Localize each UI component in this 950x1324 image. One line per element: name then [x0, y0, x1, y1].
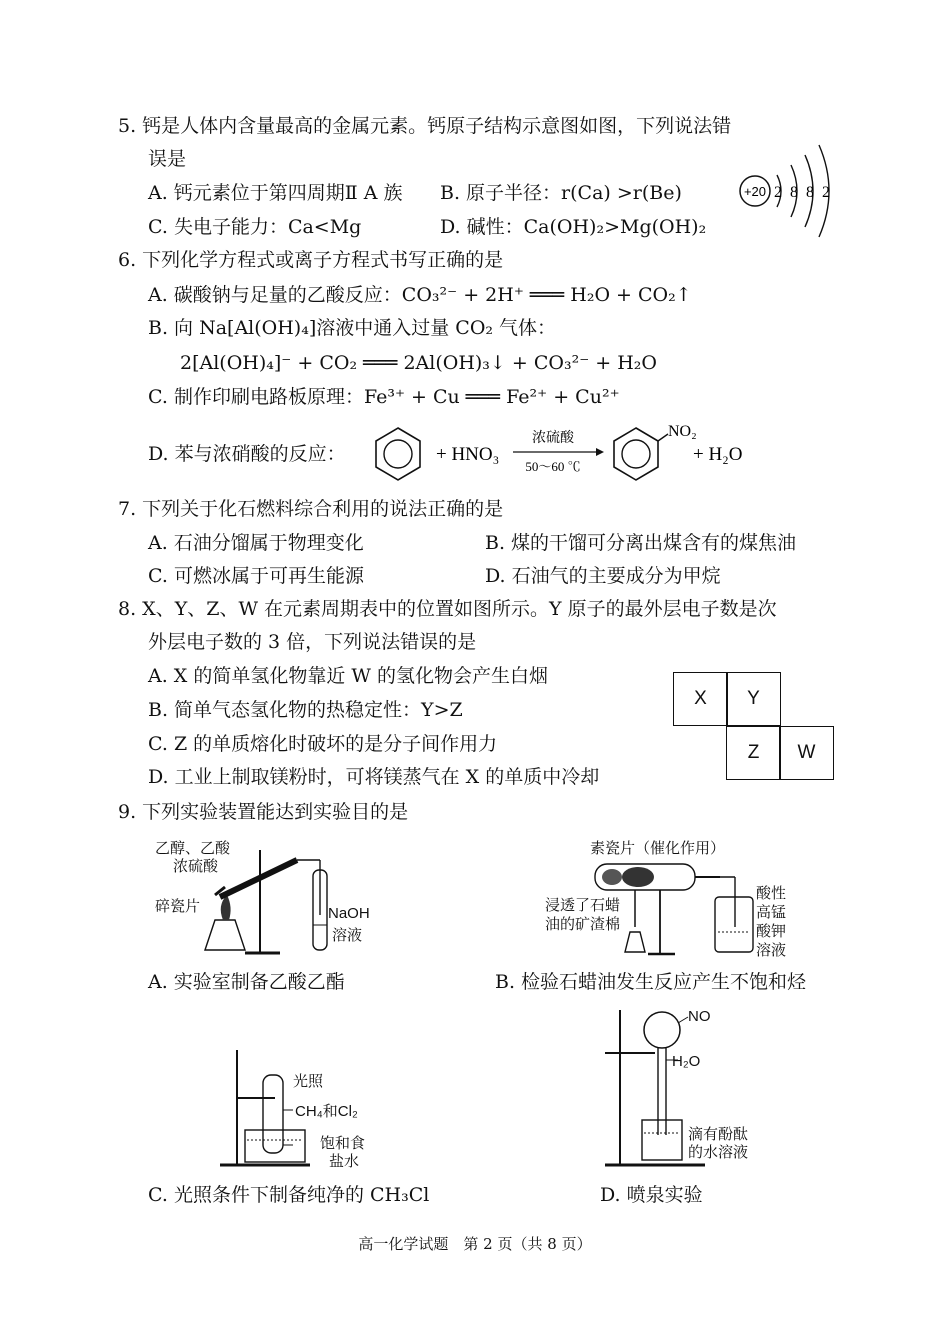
apparatus-c-label-light: 光照 [293, 1073, 324, 1090]
q6-stem: 6. 下列化学方程式或离子方程式书写正确的是 [118, 249, 504, 271]
water-product: + H₂O [693, 444, 743, 465]
q9-option-a: A. 实验室制备乙酸乙酯 [148, 971, 345, 993]
nitro-group: NO₂ [668, 423, 697, 440]
apparatus-b-label-ganate: 酸钾 [756, 923, 787, 940]
periodic-cell-x: X [673, 672, 728, 726]
apparatus-a-label-acid: 浓硫酸 [173, 858, 219, 875]
apparatus-b-label-solution: 溶液 [756, 942, 787, 959]
q5-stem-line1: 5. 钙是人体内含量最高的金属元素。钙原子结构示意图如图，下列说法错 [118, 115, 732, 137]
q9-option-c: C. 光照条件下制备纯净的 CH₃Cl [148, 1184, 430, 1206]
apparatus-a-label-reagents: 乙醇、乙酸 [155, 840, 231, 857]
apparatus-c-label-brine2: 盐水 [329, 1153, 360, 1170]
q7-option-d: D. 石油气的主要成分为甲烷 [485, 565, 721, 587]
hno3-label: + HNO₃ [436, 444, 500, 465]
q6-option-c: C. 制作印刷电路板原理：Fe³⁺ + Cu ═══ Fe²⁺ + Cu²⁺ [148, 386, 620, 408]
periodic-cell-y: Y [726, 672, 781, 726]
apparatus-a-label-solution: 溶液 [332, 927, 363, 944]
apparatus-d [600, 1005, 800, 1170]
q6-option-b-line2: 2[Al(OH)₄]⁻ + CO₂ ═══ 2Al(OH)₃↓ + CO₃²⁻ + H₂O [180, 352, 657, 374]
apparatus-d-label-no: NO [688, 1008, 711, 1025]
q5-option-d: D. 碱性：Ca(OH)₂>Mg(OH)₂ [440, 216, 707, 238]
q8-option-c: C. Z 的单质熔化时破坏的是分子间作用力 [148, 733, 498, 755]
condition-bottom: 50～60 ℃ [525, 459, 581, 474]
apparatus-b-label-catalyst: 素瓷片（催化作用） [590, 840, 726, 857]
apparatus-b [540, 832, 800, 962]
q7-option-a: A. 石油分馏属于物理变化 [148, 532, 364, 554]
periodic-cell-w: W [779, 726, 834, 780]
atom-shells: 2 8 8 2 [774, 184, 832, 201]
q8-option-b: B. 简单气态氢化物的热稳定性：Y>Z [148, 699, 463, 721]
q7-stem: 7. 下列关于化石燃料综合利用的说法正确的是 [118, 498, 504, 520]
apparatus-b-label-perman: 高锰 [756, 904, 787, 921]
q5-stem-line2: 误是 [148, 148, 187, 170]
q5-option-a: A. 钙元素位于第四周期Ⅱ A 族 [148, 182, 403, 204]
apparatus-d-label-phenol1: 滴有酚酞 [688, 1126, 749, 1143]
q7-option-b: B. 煤的干馏可分离出煤含有的煤焦油 [485, 532, 797, 554]
q7-option-c: C. 可燃冰属于可再生能源 [148, 565, 364, 587]
atom-nucleus: +20 [743, 184, 767, 199]
apparatus-c-label-brine1: 饱和食 [320, 1135, 366, 1152]
page-footer: 高一化学试题 第 2 页（共 8 页） [358, 1235, 592, 1253]
q8-stem-line2: 外层电子数的 3 倍，下列说法错误的是 [148, 631, 477, 653]
calcium-atom-diagram [735, 140, 840, 250]
apparatus-b-label-acidic: 酸性 [756, 885, 787, 902]
apparatus-a-label-naoh: NaOH [328, 905, 370, 922]
q8-option-d: D. 工业上制取镁粉时，可将镁蒸气在 X 的单质中冷却 [148, 766, 600, 788]
q8-option-a: A. X 的简单氢化物靠近 W 的氢化物会产生白烟 [148, 665, 548, 687]
q6-option-b-line1: B. 向 Na[Al(OH)₄]溶液中通入过量 CO₂ 气体： [148, 317, 557, 339]
q6-option-d-prefix: D. 苯与浓硝酸的反应： [148, 443, 346, 465]
apparatus-b-label-paraffin2: 油的矿渣棉 [545, 916, 621, 933]
q5-option-b: B. 原子半径：r(Ca) >r(Be) [440, 182, 682, 204]
apparatus-d-label-phenol2: 的水溶液 [688, 1144, 749, 1161]
apparatus-a-label-chips: 碎瓷片 [155, 898, 201, 915]
benzene-nitration-equation [368, 422, 768, 482]
q6-option-a: A. 碳酸钠与足量的乙酸反应：CO₃²⁻ + 2H⁺ ═══ H₂O + CO₂↑ [148, 284, 692, 306]
q9-option-b: B. 检验石蜡油发生反应产生不饱和烃 [495, 971, 807, 993]
apparatus-c-label-gases: CH₄和Cl₂ [295, 1103, 358, 1120]
condition-top: 浓硫酸 [532, 429, 574, 445]
q9-option-d: D. 喷泉实验 [600, 1184, 703, 1206]
periodic-cell-z: Z [726, 726, 781, 780]
apparatus-b-label-paraffin1: 浸透了石蜡 [545, 897, 621, 914]
apparatus-a [155, 835, 385, 960]
q9-stem: 9. 下列实验装置能达到实验目的是 [118, 801, 409, 823]
apparatus-d-label-water: H₂O [672, 1053, 701, 1070]
q8-stem-line1: 8. X、Y、Z、W 在元素周期表中的位置如图所示。Y 原子的最外层电子数是次 [118, 598, 777, 620]
apparatus-c [215, 1050, 395, 1170]
q5-option-c: C. 失电子能力：Ca<Mg [148, 216, 362, 238]
